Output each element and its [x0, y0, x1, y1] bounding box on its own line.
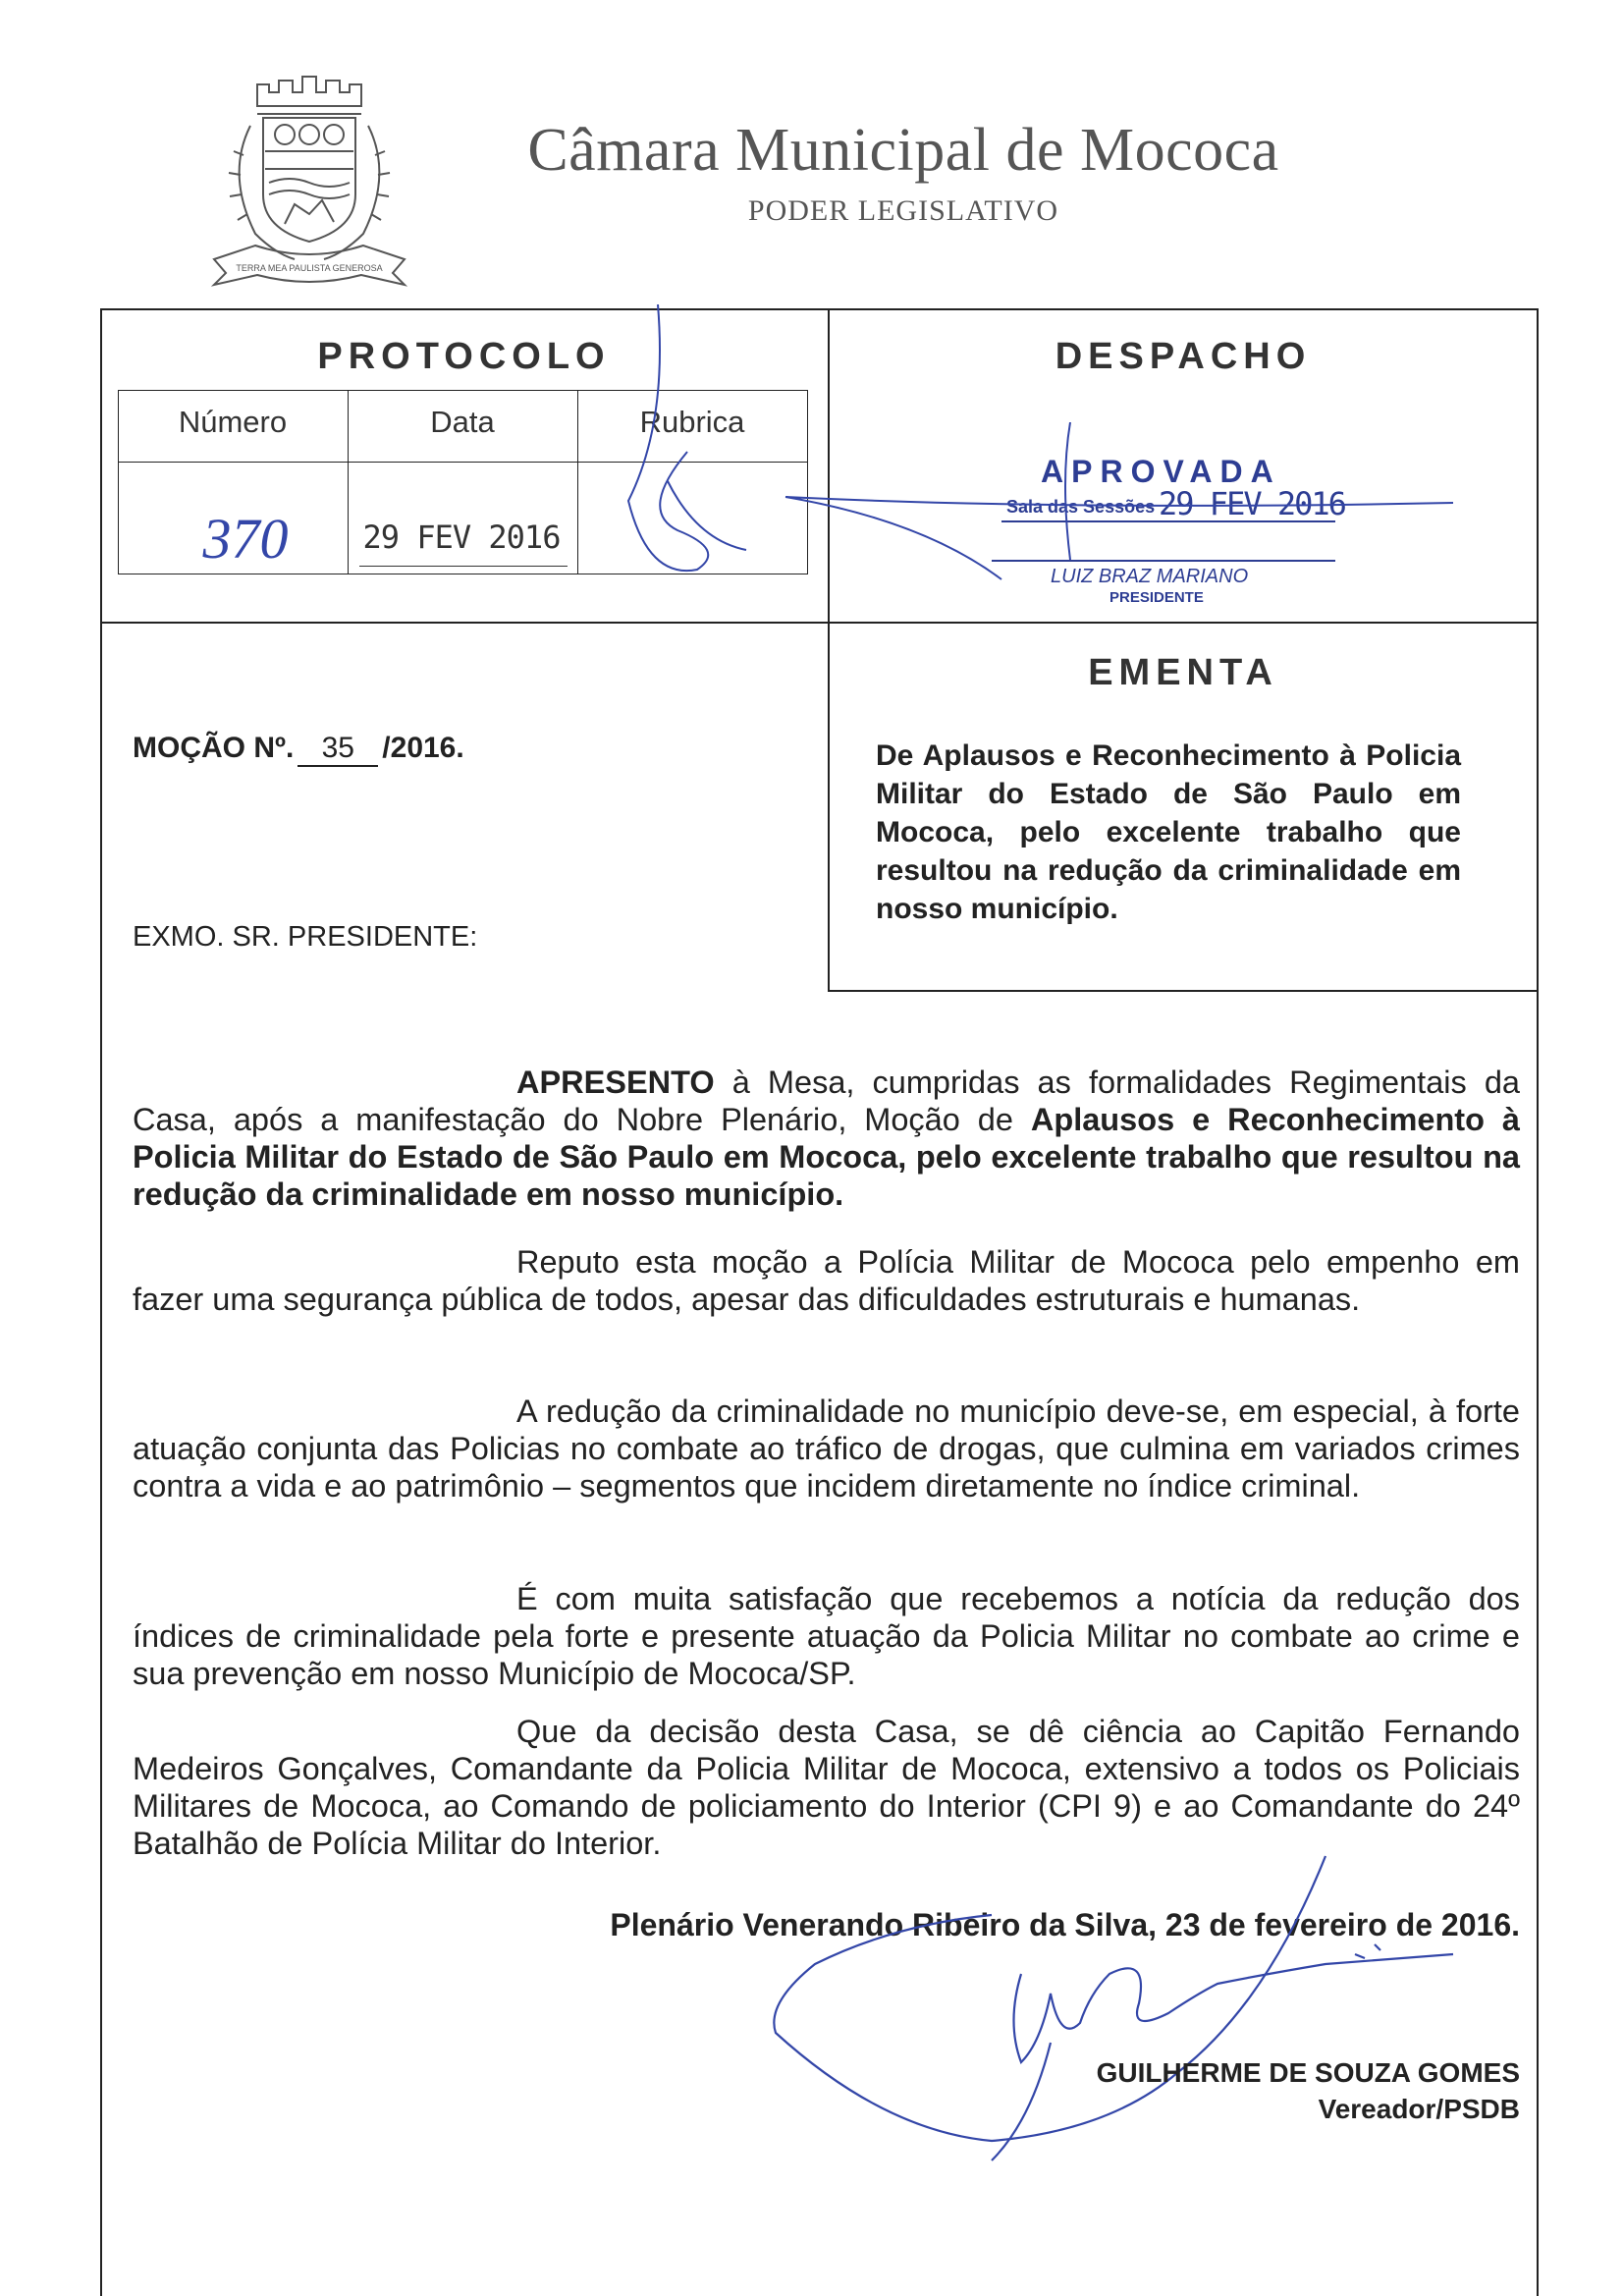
stamp-president-role: PRESIDENTE: [1109, 589, 1204, 606]
protocolo-col-rubrica: Rubrica: [639, 405, 745, 439]
stamp-line: [1001, 520, 1335, 522]
closing-line: Plenário Venerando Ribeiro da Silva, 23 de fevereiro de 2016.: [610, 1907, 1520, 1942]
signatory-role: Vereador/PSDB: [1318, 2094, 1520, 2124]
salutation: EXMO. SR. PRESIDENTE:: [133, 921, 478, 953]
stamp-date: 29 FEV 2016: [1159, 485, 1345, 522]
stamp-room: Sala das Sessões: [1006, 497, 1156, 517]
protocolo-row-divider: [118, 462, 808, 463]
body-paragraph-5: Que da decisão desta Casa, se dê ciência ao Capitão Fernando Medeiros Gonçalves, Comandante da Policia Militar de Mococa, extensivo a todos os Policiais Militares de Mococa, ao Comando de policiamento do Interior (CPI 9) e ao Comandante do 24º Batalhão de Polícia Militar do Interior.: [133, 1714, 1520, 1861]
mocao-number: 35: [298, 732, 378, 767]
stamp-signature-line: [992, 560, 1335, 562]
header-title: Câmara Municipal de Mococa: [527, 117, 1279, 184]
stamp-president-name: LUIZ BRAZ MARIANO: [1051, 566, 1249, 587]
header-subtitle: PODER LEGISLATIVO: [747, 194, 1059, 227]
municipal-crest-icon: [196, 67, 422, 293]
protocolo-col-data: Data: [430, 405, 495, 439]
p1-lead: APRESENTO: [516, 1065, 715, 1100]
body-paragraph-3: A redução da criminalidade no município deve-se, em especial, à forte atuação conjunta das Policias no combate ao tráfico de drogas, que culmina em variados crimes contra a vida e ao patrimônio – segmentos que incidem diretamente no índice criminal.: [133, 1394, 1520, 1503]
protocolo-col-numero: Número: [178, 405, 288, 439]
protocolo-data-value: 29 FEV 2016: [362, 519, 561, 556]
signatory-name: GUILHERME DE SOUZA GOMES: [1096, 2057, 1520, 2088]
frame-divider: [100, 622, 1539, 624]
mocao-number-line: [133, 732, 464, 767]
protocolo-data-underline: [359, 566, 568, 567]
ementa-title: EMENTA: [1088, 652, 1278, 693]
crest-motto: TERRA MEA PAULISTA GENEROSA: [236, 263, 383, 273]
p1-bold: Aplausos e Reconhecimento à Policia Militar do Estado de São Paulo em Mococa, pelo excelente trabalho que resultou na redução da criminalidade em nosso município.: [133, 1102, 1520, 1212]
body-paragraph-2: Reputo esta moção a Polícia Militar de Mococa pelo empenho em fazer uma segurança pública de todos, apesar das dificuldades estruturais e humanas.: [133, 1244, 1520, 1317]
protocolo-numero-value: 370: [202, 507, 289, 571]
mocao-prefix: MOÇÃO Nº.: [133, 732, 295, 764]
despacho-title: DESPACHO: [1055, 336, 1312, 377]
body-paragraph-4: É com muita satisfação que recebemos a notícia da redução dos índices de criminalidade pela forte e presente atuação da Policia Militar no combate ao crime e sua prevenção em nosso Município de Mococa/SP.: [133, 1581, 1520, 1691]
p1-text: à Mesa, cumpridas as formalidades Regimentais da Casa, após a manifestação do Nobre Plenário, Moção de: [133, 1065, 1520, 1137]
stamp-status: APROVADA: [1041, 454, 1281, 489]
mocao-suffix: /2016.: [382, 732, 464, 764]
frame-column-divider: [828, 308, 830, 992]
ementa-box-bottom: [828, 990, 1539, 992]
ementa-text: De Aplausos e Reconhecimento à Policia Militar do Estado de São Paulo em Mococa, pelo excelente trabalho que resultou na redução da criminalidade em nosso município.: [876, 739, 1461, 925]
protocolo-title: PROTOCOLO: [317, 336, 611, 377]
body-paragraph-1: [133, 1064, 1520, 1213]
